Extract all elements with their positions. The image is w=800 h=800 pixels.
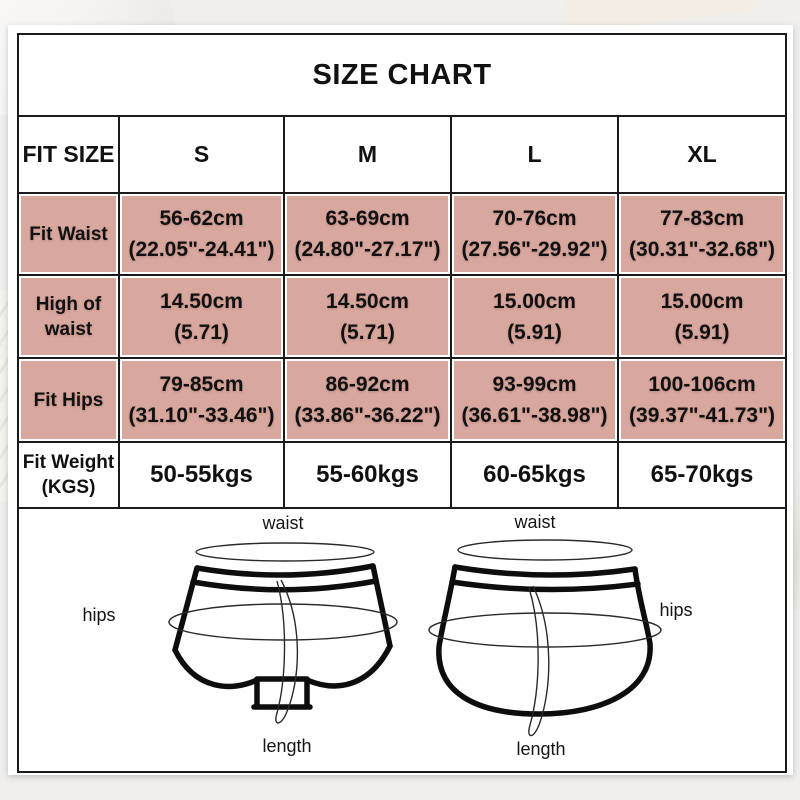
value-cm: 14.50cm	[160, 289, 243, 313]
measurement-diagram-panel	[19, 509, 785, 771]
value-cm: 15.00cm	[493, 289, 576, 313]
value-inches: (5.71)	[174, 320, 229, 344]
value-inches: (5.71)	[340, 320, 395, 344]
value-cm: 63-69cm	[325, 207, 410, 230]
header-size-s: S	[119, 116, 284, 193]
cell-fit-hips-s	[119, 358, 284, 442]
value-cm: 86-92cm	[325, 373, 410, 396]
high-of-waist-row	[18, 275, 786, 358]
cell-fit-weight-xl: 65-70kgs	[618, 442, 786, 508]
value-cm: 93-99cm	[492, 373, 577, 396]
fit-weight-row	[18, 442, 786, 508]
header-row	[18, 116, 786, 193]
back-waist-label: waist	[514, 512, 556, 532]
panty-front-diagram	[167, 522, 407, 757]
row-label-high-of-waist: High of waist	[18, 275, 119, 358]
value-inches: (22.05"-24.41")	[128, 238, 275, 261]
back-hips-label: hips	[659, 600, 693, 620]
row-label-fit-hips: Fit Hips	[18, 358, 119, 442]
row-label-fit-waist: Fit Waist	[18, 193, 119, 275]
cell-fit-waist-m	[284, 193, 451, 275]
title-row	[18, 34, 786, 116]
front-hips-label: hips	[82, 605, 116, 625]
fit-waist-row	[18, 193, 786, 275]
cell-fit-weight-l: 60-65kgs	[451, 442, 618, 508]
value-cm: 79-85cm	[159, 373, 244, 396]
cell-fit-waist-l	[451, 193, 618, 275]
fit-hips-row	[18, 358, 786, 442]
cell-fit-waist-s	[119, 193, 284, 275]
header-size-l: L	[451, 116, 618, 193]
cell-fit-weight-m: 55-60kgs	[284, 442, 451, 508]
cell-high-of-waist-m	[284, 275, 451, 358]
value-inches: (27.56"-29.92")	[461, 238, 608, 261]
back-length-label: length	[516, 739, 566, 759]
cell-fit-hips-m	[284, 358, 451, 442]
size-chart-card	[8, 25, 793, 775]
cell-fit-waist-xl	[618, 193, 786, 275]
value-cm: 14.50cm	[326, 289, 409, 313]
value-inches: (5.91)	[674, 320, 730, 344]
cell-high-of-waist-xl	[618, 275, 786, 358]
panty-back-diagram	[427, 522, 667, 757]
value-inches: (33.86"-36.22")	[294, 404, 441, 427]
diagram-row	[18, 508, 786, 772]
value-cm: 15.00cm	[660, 289, 744, 313]
value-inches: (24.80"-27.17")	[294, 238, 441, 261]
value-cm: 100-106cm	[648, 373, 756, 396]
value-inches: (5.91)	[507, 320, 562, 344]
front-waist-label: waist	[262, 513, 304, 533]
header-size-xl: XL	[618, 116, 786, 193]
cell-fit-hips-l	[451, 358, 618, 442]
cell-fit-weight-s: 50-55kgs	[119, 442, 284, 508]
value-inches: (31.10"-33.46")	[128, 404, 275, 427]
value-inches: (30.31"-32.68")	[629, 238, 776, 261]
size-chart-table	[17, 33, 787, 773]
value-inches: (39.37"-41.73")	[629, 404, 776, 427]
page-title: SIZE CHART	[18, 34, 786, 116]
value-cm: 70-76cm	[492, 207, 577, 230]
front-length-label: length	[262, 736, 312, 756]
value-cm: 56-62cm	[159, 207, 244, 230]
cell-high-of-waist-l	[451, 275, 618, 358]
cell-fit-hips-xl	[618, 358, 786, 442]
header-size-m: M	[284, 116, 451, 193]
cell-high-of-waist-s	[119, 275, 284, 358]
value-inches: (36.61"-38.98")	[461, 404, 608, 427]
header-fit-size: FIT SIZE	[18, 116, 119, 193]
value-cm: 77-83cm	[660, 207, 745, 230]
row-label-fit-weight: Fit Weight (KGS)	[18, 442, 119, 508]
